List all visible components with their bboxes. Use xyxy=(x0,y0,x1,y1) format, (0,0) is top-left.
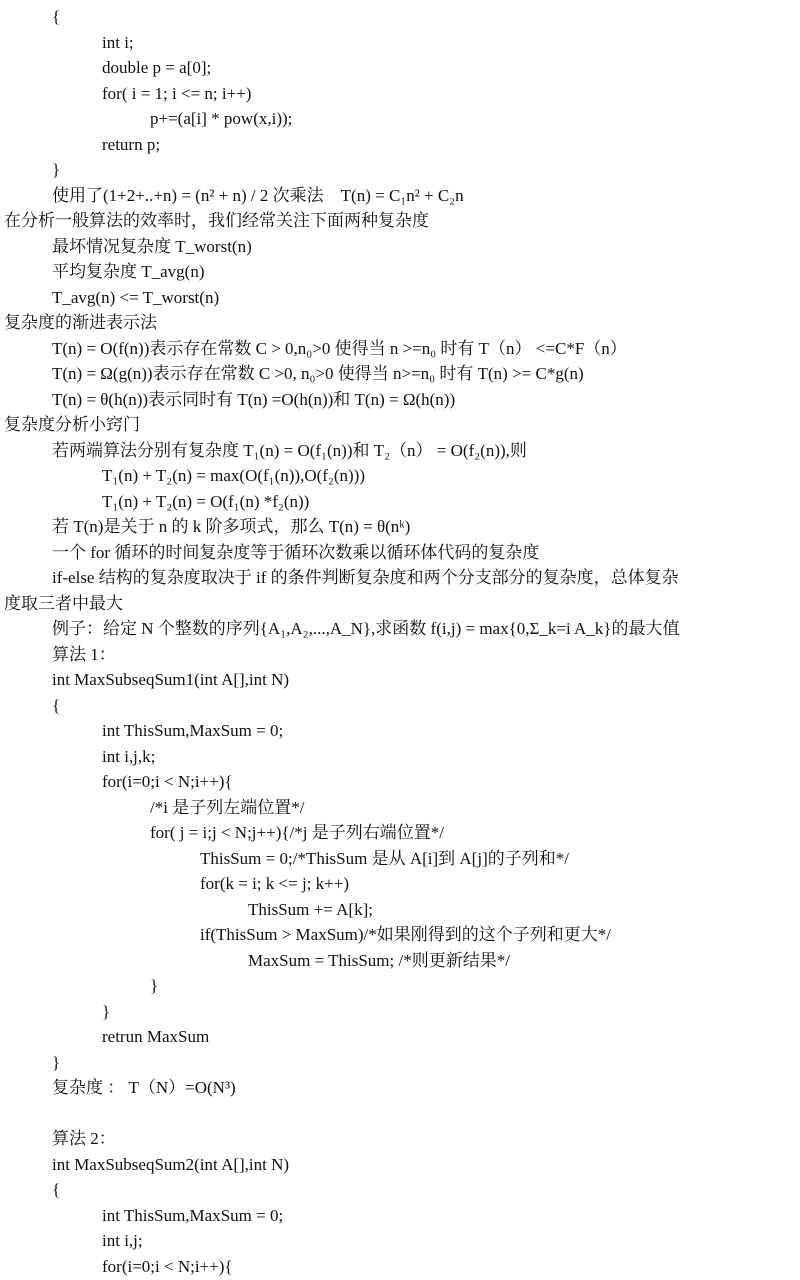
document-line: } xyxy=(102,1001,111,1021)
document-line: { xyxy=(52,1180,61,1199)
document-line: 若两端算法分别有复杂度 T₁(n) = O(f₁(n))和 T₂（n） = O(f₂(n)),则 xyxy=(52,440,527,460)
document-line: 使用了(1+2+..+n) = (n² + n) / 2 次乘法 T(n) = C₁n² + C₂n xyxy=(52,185,464,205)
document-line: 例子：给定 N 个整数的序列{A₁,A₂,...,A_N},求函数 f(i,j) = max{0,Σ_k=i A_k}的最大值 xyxy=(52,619,680,638)
document-line: int ThisSum,MaxSum = 0; xyxy=(102,1205,284,1225)
document-line: /*i 是子列左端位置*/ xyxy=(150,797,305,817)
document-line: T_avg(n) <= T_worst(n) xyxy=(52,287,220,307)
document-line: for(i=0;i < N;i++){ xyxy=(102,772,233,791)
document-line: int i; xyxy=(102,32,134,52)
document-line: return p; xyxy=(102,134,161,154)
document-line: retrun MaxSum xyxy=(102,1027,210,1046)
document-line: { xyxy=(52,7,61,26)
document-line: int MaxSubseqSum2(int A[],int N) xyxy=(52,1154,290,1174)
document-line: T(n) = Ω(g(n))表示存在常数 C >0, n₀>0 使得当 n>=n₀ 时有 T(n) >= C*g(n) xyxy=(52,364,584,383)
document-line: 最坏情况复杂度 T_worst(n) xyxy=(52,236,252,256)
document-line: for( i = 1; i <= n; i++) xyxy=(102,83,252,103)
document-line: T(n) = O(f(n))表示存在常数 C > 0,n₀>0 使得当 n >=n₀ 时有 T（n） <=C*F（n） xyxy=(52,338,627,358)
document-line: int MaxSubseqSum1(int A[],int N) xyxy=(52,670,290,689)
document-line: T₁(n) + T₂(n) = O(f₁(n) *f₂(n)) xyxy=(102,491,310,511)
document-line: T₁(n) + T₂(n) = max(O(f₁(n)),O(f₂(n))) xyxy=(102,466,365,485)
document-line: p+=(a[i] * pow(x,i)); xyxy=(150,109,293,128)
document-line: 算法 2： xyxy=(52,1129,116,1148)
document-line: T(n) = θ(h(n))表示同时有 T(n) =O(h(n))和 T(n) = Ω(h(n)) xyxy=(52,389,456,409)
document-line: 复杂度分析小窍门 xyxy=(4,415,140,434)
document-line: } xyxy=(52,160,61,179)
document-line: 复杂度的渐进表示法 xyxy=(4,313,157,332)
document-line: if(ThisSum > MaxSum)/*如果刚得到的这个子列和更大*/ xyxy=(200,925,611,944)
document-line: 算法 1： xyxy=(52,644,116,664)
document-line: for(i=0;i < N;i++){ xyxy=(102,1256,233,1276)
document-line: } xyxy=(150,976,159,995)
document-line: double p = a[0]; xyxy=(102,58,212,77)
document-line: } xyxy=(52,1052,61,1072)
document-line: 在分析一般算法的效率时，我们经常关注下面两种复杂度 xyxy=(4,211,429,230)
document-line: 平均复杂度 T_avg(n) xyxy=(52,262,205,281)
document-line: { xyxy=(52,695,61,715)
document-line: 一个 for 循环的时间复杂度等于循环次数乘以循环体代码的复杂度 xyxy=(52,542,540,562)
document-line: MaxSum = ThisSum; /*则更新结果*/ xyxy=(248,950,510,970)
document-line: for( j = i;j < N;j++){/*j 是子列右端位置*/ xyxy=(150,823,444,842)
document-line: int i,j,k; xyxy=(102,746,156,766)
document-line: ThisSum += A[k]; xyxy=(248,899,373,919)
document-line: 复杂度 ： T（N）=O(N³) xyxy=(52,1078,236,1097)
document-line: for(k = i; k <= j; k++) xyxy=(200,874,349,893)
document-line: ThisSum = 0;/*ThisSum 是从 A[i]到 A[j]的子列和*/ xyxy=(200,848,569,868)
document-line: if-else 结构的复杂度取决于 if 的条件判断复杂度和两个分支部分的复杂度，总体复杂 xyxy=(52,568,679,587)
document-line: int ThisSum,MaxSum = 0; xyxy=(102,721,284,740)
document-line: int i,j; xyxy=(102,1231,143,1250)
document-line: 度取三者中最大 xyxy=(4,593,123,613)
document-line: 若 T(n)是关于 n 的 k 阶多项式，那么 T(n) = θ(nᵏ) xyxy=(52,517,411,536)
